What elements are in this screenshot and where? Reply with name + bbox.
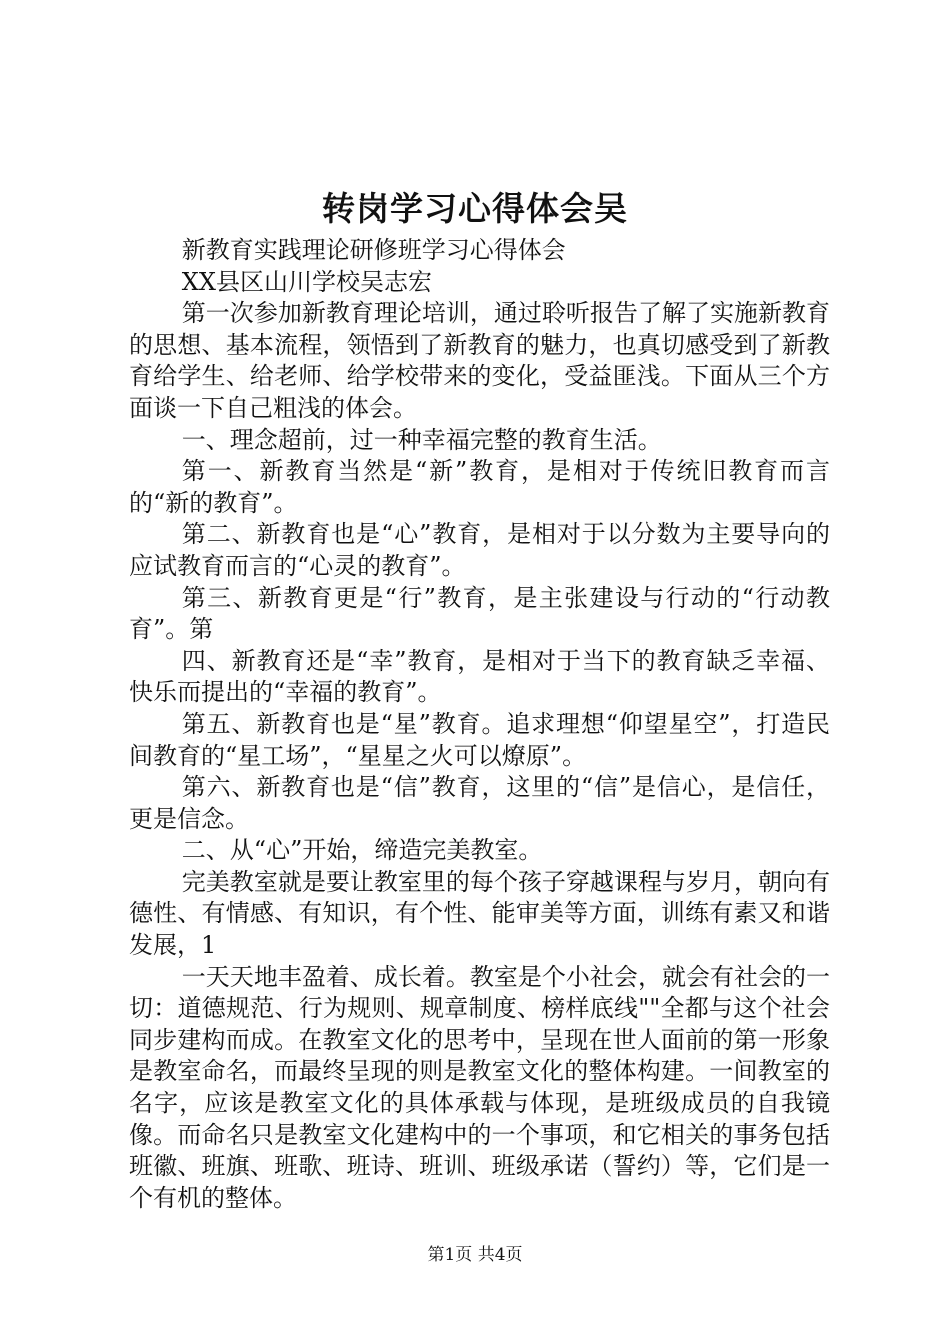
subtitle-paragraph: 新教育实践理论研修班学习心得体会 <box>181 236 566 264</box>
body-paragraph: 第二、新教育也是“心”教育，是相对于以分数为主要导向的应试教育而言的“心灵的教育”。 <box>129 520 830 580</box>
body-paragraph: 第三、新教育更是“行”教育，是主张建设与行动的“行动教育”。第 <box>129 583 830 644</box>
intro-paragraph: 第一次参加新教育理论培训，通过聆听报告了解了实施新教育的思想、基本流程，领悟到了新教育的魅力，也真切感受到了新教育给学生、给老师、给学校带来的变化，受益匪浅。下面从三个方面谈一下自己粗浅的体会。 <box>129 299 830 422</box>
section-heading-2: 二、从“心”开始，缔造完美教室。 <box>181 836 543 865</box>
section-heading-1: 一、理念超前，过一种幸福完整的教育生活。 <box>181 425 662 454</box>
body-paragraph: 完美教室就是要让教室里的每个孩子穿越课程与岁月，朝向有德性、有情感、有知识，有个性、能审美等方面，训练有素又和谐发展，1 <box>129 867 830 960</box>
body-paragraph: 四、新教育还是“幸”教育，是相对于当下的教育缺乏幸福、快乐而提出的“幸福的教育”。 <box>129 646 830 707</box>
document-body <box>129 235 830 1214</box>
body-paragraph: 第一、新教育当然是“新”教育，是相对于传统旧教育而言的“新的教育”。 <box>129 457 830 517</box>
body-paragraph: 一天天地丰盈着、成长着。教室是个小社会，就会有社会的一切：道德规范、行为规则、规章制度、榜样底线""全都与这个社会同步建构而成。在教室文化的思考中，呈现在世人面前的第一形象是教室命名，而最终呈现的则是教室文化的整体构建。一间教室的名字，应该是教室文化的具体承载与体现，是班级成员的自我镜像。而命名只是教室文化建构中的一个事项，和它相关的事务包括班徽、班旗、班歌、班诗、班训、班级承诺（誓约）等，它们是一个有机的整体。 <box>129 962 830 1212</box>
author-paragraph: XX县区山川学校吴志宏 <box>181 267 432 296</box>
document-title: 转岗学习心得体会吴 <box>322 189 628 228</box>
page-number-footer: 第1页 共4页 <box>427 1245 523 1265</box>
body-paragraph: 第五、新教育也是“星”教育。追求理想“仰望星空”，打造民间教育的“星工场”，“星星之火可以燎原”。 <box>129 709 830 770</box>
body-paragraph: 第六、新教育也是“信”教育，这里的“信”是信心，是信任，更是信念。 <box>129 773 830 833</box>
